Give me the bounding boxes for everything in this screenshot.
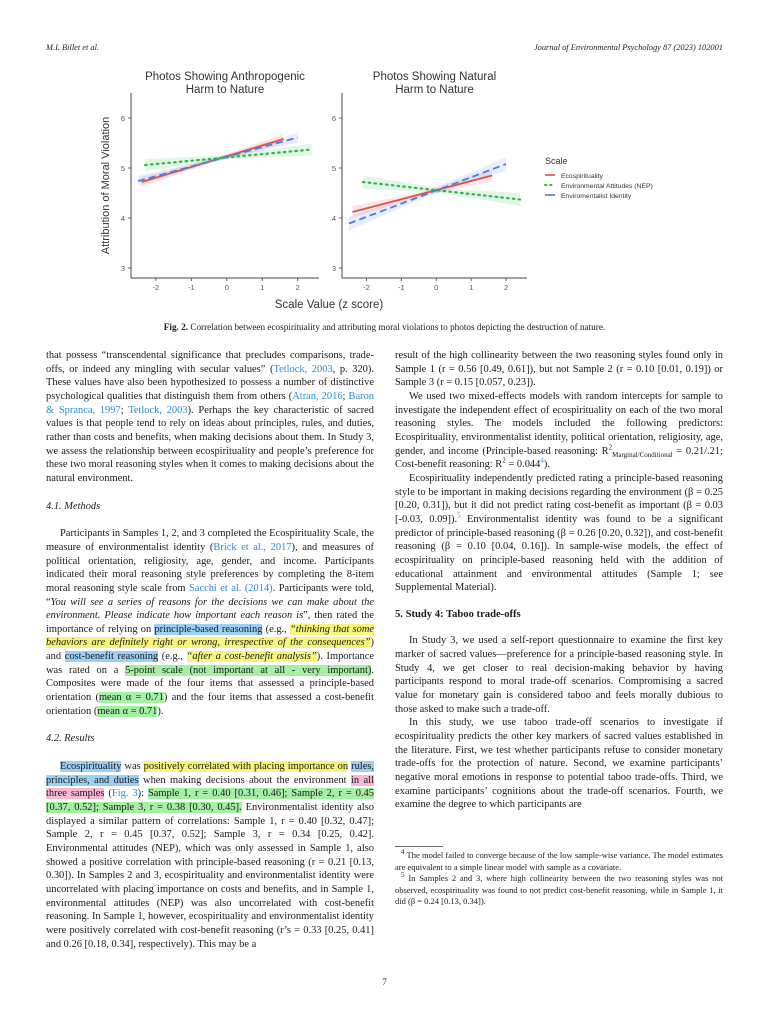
paragraph-sacred-values: that possess “transcendental significance that precludes comparisons, trade-offs, or indeed any mingling with secular values” (Tetlock, 2003, p. 320). These values have also been hypothesized to possess a number of distinctive psychological qualities that distinguish them from others (Atran, 2016; Baron & Spranca, 1997; Tetlock, 2003). Perhaps the key characteristic of sacred values is that people tend to rely on ideas about principles, rules, and duties, rather than costs and benefits, when making decisions about them. In Study 3, we assess the relationship between ecospirituality and people’s preference for these two moral reasoning styles when it comes to making decisions about the natural environment. xyxy=(46,350,375,484)
right-column xyxy=(395,349,723,812)
paragraph-predictions: Ecospirituality independently predicted rating a principle-based reasoning style to be important in making decisions regarding the environment (β = 0.25 [0.20, 0.31]), but it did not predict rating cost-benefit as important (β = 0.03 [-0.03, 0.09]).$^5$ Environmentalist identity was found to be a significant predictor of principle-based reasoning (β = 0.26 [0.20, 0.32]), and cost-benefit reasoning (β = 0.10 [0.04, 0.16]). In sample-wise models, the effect of ecospirituality on principle-based reasoning held with the addition of educational attainment and environmental attitudes (Sample 1; see Supplemental Material). xyxy=(395,472,723,594)
study4-heading: 5. Study 4: Taboo trade-offs xyxy=(395,608,521,620)
footnote-ref-5[interactable]: 5 xyxy=(457,511,461,520)
panel-title: Harm to Nature xyxy=(395,84,474,96)
highlight-green: 5-point scale (not important at all - very important) xyxy=(125,664,372,676)
citation-link[interactable]: Brick et al., 2017 xyxy=(213,541,292,553)
figure-2-chart xyxy=(90,60,710,316)
highlight-green: Sample 1, r = 0.40 [0.31, 0.46]; Sample 2, r = 0.45 [0.37, 0.52]; Sample 3, r = 0.38 [0.30, 0.45]. xyxy=(46,788,374,814)
highlight-yellow: “thinking that some behaviors are definitely right or wrong, irrespective of the consequences” xyxy=(46,623,375,649)
citation-link[interactable]: Tetlock, 2003 xyxy=(128,404,188,416)
y-tick-label: 5 xyxy=(120,164,125,173)
paragraph-collinearity: result of the high collinearity between the two reasoning styles found only in Sample 1 (r = 0.56 [0.49, 0.61]), but not Sample 2 (r = 0.10 [0.01, 0.19]) or Sample 3 (r = 0.15 [0.057, 0.23]). xyxy=(395,350,723,389)
x-tick-label: -2 xyxy=(363,283,370,292)
highlight-green: mean α = 0.71 xyxy=(98,692,164,704)
legend-title: Scale xyxy=(545,156,568,166)
results-heading: 4.2. Results xyxy=(46,733,95,745)
paragraph-mixed-models: We used two mixed-effects models with random intercepts for sample to investigate the independent effect of ecospirituality on each of the two moral reasoning styles. The models included the following predictors: Ecospirituality, environmentalist identity, political orientation, religiosity, age, gender, and income (Principle-based reasoning: $R^2_{Marginal/Conditional} = 0.21/.21$; Cost-benefit reasoning: $R^2 = 0.044^4$). xyxy=(395,390,724,471)
footnote-divider xyxy=(395,846,443,847)
x-tick-label: 2 xyxy=(295,283,300,292)
y-tick-label: 6 xyxy=(331,114,336,123)
highlight-blue: rules, principles, and duties xyxy=(46,761,375,786)
paragraph-methods: Participants in Samples 1, 2, and 3 completed the Ecospirituality Scale, the measure of environmentalist identity (Brick et al., 2017), and measures of political orientation, religiosity, age, gender, and income. Participants indicated their moral reasoning style preferences by completing the 8-item moral reasoning style scale from Sacchi et al. (2014). Participants were told, “You will see a series of reasons for the decisions we can make about the environment. Please indicate how important each reason is”, then rated the importance of relying on principle-based reasoning (e.g., “thinking that some behaviors are definitely right or wrong, irrespective of the consequences”) and cost-benefit reasoning (e.g., “after a cost-benefit analysis”). Importance was rated on a 5-point scale (not important at all - very important). Composites were made of the four items that assessed a principle-based orientation (mean α = 0.71) and the four items that assessed a cost-benefit orientation (mean α = 0.71). xyxy=(46,528,375,717)
footnote-4: $^4$ The model failed to converge because of the low sample-wise variance. The model estimates are equivalent to a simple linear model with sample as a covariate. xyxy=(395,848,723,872)
figure-caption xyxy=(0,322,769,332)
figure-link[interactable]: Fig. 3 xyxy=(111,788,138,800)
highlight-blue: principle-based reasoning xyxy=(154,623,263,635)
footnote-ref-4[interactable]: 4 xyxy=(540,456,544,465)
methods-heading: 4.1. Methods xyxy=(46,500,101,512)
x-tick-label: -1 xyxy=(398,283,405,292)
y-tick-label: 4 xyxy=(120,214,125,223)
y-tick-label: 5 xyxy=(331,164,336,173)
panel-title: Photos Showing Natural xyxy=(372,71,497,83)
panel-title: Harm to Nature xyxy=(185,84,265,96)
figure-2 xyxy=(90,60,710,316)
y-tick-label: 4 xyxy=(331,214,336,223)
citation-link[interactable]: Tetlock, 2003 xyxy=(273,363,333,375)
citation-link[interactable]: Sacchi et al. (2014) xyxy=(189,582,273,594)
legend-item-label: Enviromentalist Identity xyxy=(561,193,632,200)
page-number: 7 xyxy=(382,977,387,987)
citation-link[interactable]: Baron & Spranca, 1997 xyxy=(46,390,375,416)
highlight-blue: cost-benefit reasoning xyxy=(64,651,159,663)
paragraph-study4-aims: In this study, we use taboo trade-off scenarios to investigate if ecospirituality predicts the other key markers of sacred values established in the literature. First, we test whether participants refuse to consider monetary trade-offs for the protection of nature. Second, we examine participants’ negative moral emotions in response to potential taboo trade-offs. Third, we examine participants’ cognitions about the trade-off scenarios. Fourth, we examine the degree to which participants are xyxy=(395,717,723,811)
x-tick-label: -1 xyxy=(187,283,195,292)
highlight-green: mean α = 0.71 xyxy=(97,705,158,717)
highlight-yellow: positively correlated with placing importance on xyxy=(143,761,349,773)
left-column xyxy=(46,349,374,951)
paragraph-results: Ecospirituality was positively correlated with placing importance on rules, principles, and duties when making decisions about the environment in all three samples (Fig. 3): Sample 1, r = 0.40 [0.31, 0.46]; Sample 2, r = 0.45 [0.37, 0.52]; Sample 3, r = 0.38 [0.30, 0.45]. Environmentalist identity also displayed a similar pattern of correlations: Sample 1, r = 0.40 [0.32, 0.47]; Sample 2, r = 0.45 [0.37, 0.52]; Sample 3, r = 0.34 [0.25, 0.42]. Environmental attitudes (NEP), which was only assessed in Sample 1, also showed a positive correlation with principle-based reasoning (r = 0.21 [0.13, 0.30]). In Samples 2 and 3, ecospirituality and environmentalist identity were uncorrelated with placing importance on costs and benefits, and in Sample 1, environmental attitudes (NEP) was also uncorrelated with cost-benefit reasoning. In Sample 1, however, ecospirituality and environmentalist identity were positively correlated with cost-benefit reasoning (r’s = 0.33 [0.25, 0.41] and 0.26 [0.18, 0.34], respectively). This may be a xyxy=(46,761,375,950)
footnote-5: $^5$ In Samples 2 and 3, where high collinearity between the two reasoning styles was not observed, ecospirituality was found to not predict cost-benefit reasoning, while in Sample 1, it did (β = 0.24 [0.13, 0.34]). xyxy=(395,871,723,906)
figure-caption-label: Fig. 2. xyxy=(163,322,189,332)
running-head-journal: Journal of Environmental Psychology 87 (2023) 102001 xyxy=(533,43,723,52)
x-tick-label: -2 xyxy=(152,283,160,292)
y-tick-label: 3 xyxy=(331,264,336,273)
paragraph-study4-intro: In Study 3, we used a self-report questionnaire to examine the first key marker of sacred values—preference for a principle-based reasoning style. In Study 4, we get closer to real decision-making behavior by having participants respond to moral trade-off scenarios. Compromising a sacred value for monetary gain is considered taboo and feels morally dubious to those asked to make such a trade-off. xyxy=(395,635,723,715)
y-axis-label: Attribution of Moral Violation xyxy=(100,116,112,255)
highlight-yellow: “after a cost-benefit analysis” xyxy=(186,651,317,663)
x-tick-label: 0 xyxy=(224,283,229,292)
citation-link[interactable]: Atran, 2016 xyxy=(292,390,343,402)
x-tick-label: 1 xyxy=(260,283,265,292)
legend-item-label: Environmental Attitudes (NEP) xyxy=(561,183,653,190)
x-tick-label: 1 xyxy=(469,283,474,292)
x-tick-label: 2 xyxy=(503,283,509,292)
legend-item-label: Ecospirituality xyxy=(561,173,603,180)
footnotes xyxy=(395,846,723,908)
y-tick-label: 3 xyxy=(120,264,125,273)
figure-caption-text: Correlation between ecospirituality and attributing moral violations to photos depicting the destruction of nature. xyxy=(190,322,606,332)
highlight-pink: in all three samples xyxy=(46,774,374,800)
running-head-authors: M.I. Billet et al. xyxy=(46,43,100,52)
highlight-blue: Ecospirituality xyxy=(60,761,122,773)
x-tick-label: 0 xyxy=(434,283,439,292)
y-tick-label: 6 xyxy=(120,114,125,123)
panel-title: Photos Showing Anthropogenic xyxy=(145,71,305,83)
x-axis-label: Scale Value (z score) xyxy=(274,299,384,311)
